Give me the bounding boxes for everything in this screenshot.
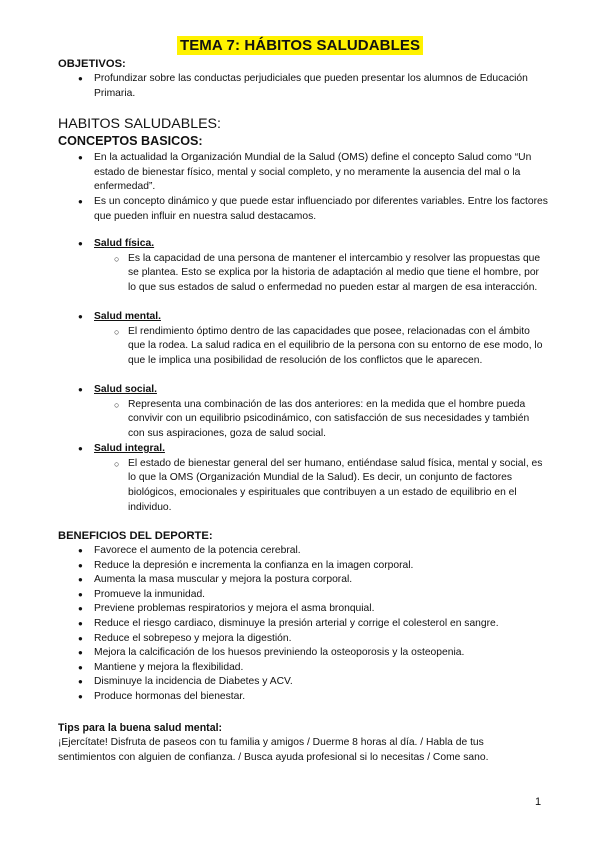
page-number: 1 bbox=[535, 796, 542, 808]
salud-integral-section bbox=[78, 442, 548, 516]
objetivos-list bbox=[78, 72, 548, 101]
list-item: ● Aumenta la masa muscular y mejora la postura corporal. bbox=[78, 573, 548, 588]
tips-heading: Tips para la buena salud mental: bbox=[58, 722, 223, 734]
list-item: ● Disminuye la incidencia de Diabetes y ACV. bbox=[78, 675, 548, 690]
salud-mental-text: ○ El rendimiento óptimo dentro de las capacidades que posee, relacionadas con el ámbito que la rodea. La salud radica en el equilibrio de la persona con su entorno de ese modo, lo que le implica una posibilidad de resolución de los conflictos que le aparecen. bbox=[114, 325, 548, 369]
list-item: ● Mantiene y mejora la flexibilidad. bbox=[78, 661, 548, 676]
salud-social-title: ● Salud social. bbox=[78, 383, 548, 398]
list-item: ● Previene problemas respiratorios y mejora el asma bronquial. bbox=[78, 602, 548, 617]
title-wrapper bbox=[0, 36, 600, 55]
salud-mental-title: ● Salud mental. bbox=[78, 310, 548, 325]
conceptos-heading: CONCEPTOS BASICOS: bbox=[58, 134, 203, 148]
beneficios-heading: BENEFICIOS DEL DEPORTE: bbox=[58, 530, 213, 542]
list-item: ● Mejora la calcificación de los huesos previniendo la osteoporosis y la osteopenia. bbox=[78, 646, 548, 661]
list-item: ● Es un concepto dinámico y que puede estar influenciado por diferentes variables. Entre los factores que pueden influir en nuestra salud destacamos. bbox=[78, 195, 548, 224]
list-item: ● Produce hormonas del bienestar. bbox=[78, 690, 548, 705]
list-item: ● Reduce la depresión e incrementa la confianza en la imagen corporal. bbox=[78, 559, 548, 574]
page-title: TEMA 7: HÁBITOS SALUDABLES bbox=[177, 36, 423, 55]
list-item: ● Reduce el sobrepeso y mejora la digestión. bbox=[78, 632, 548, 647]
list-item: ● Profundizar sobre las conductas perjudiciales que pueden presentar los alumnos de Educación Primaria. bbox=[78, 72, 548, 101]
salud-integral-text: ○ El estado de bienestar general del ser humano, entiéndase salud física, mental y social, es lo que la OMS (Organización Mundial de la Salud). Es decir, un conjunto de factores biológicos, emocionales y espirituales que contribuyen a un estado de equilibrio en el individuo. bbox=[114, 457, 548, 516]
salud-integral-title: ● Salud integral. bbox=[78, 442, 548, 457]
salud-social-section bbox=[78, 383, 548, 442]
salud-fisica-title: ● Salud física. bbox=[78, 237, 548, 252]
salud-social-text: ○ Representa una combinación de las dos anteriores: en la medida que el hombre pueda convivir con un equilibrio psicodinámico, con satisfacción de sus necesidades y también con sus aspiraciones, goza de salud social. bbox=[114, 398, 548, 442]
list-item: ● En la actualidad la Organización Mundial de la Salud (OMS) define el concepto Salud como “Un estado de bienestar físico, mental y social completo, y no meramente la ausencia del mal o la enfermedad”. bbox=[78, 151, 548, 195]
salud-fisica-section bbox=[78, 237, 548, 296]
salud-mental-section bbox=[78, 310, 548, 369]
habitos-heading: HABITOS SALUDABLES: bbox=[58, 116, 221, 132]
list-item: ● Promueve la inmunidad. bbox=[78, 588, 548, 603]
tips-text: ¡Ejercítate! Disfruta de paseos con tu familia y amigos / Duerme 8 horas al día. / Habla de tus sentimientos con alguien de confianza. / Busca ayuda profesional si lo necesitas / Come sano. bbox=[58, 737, 489, 763]
conceptos-list bbox=[78, 151, 548, 225]
objetivos-heading: OBJETIVOS: bbox=[58, 58, 126, 70]
list-item: ● Favorece el aumento de la potencia cerebral. bbox=[78, 544, 548, 559]
salud-fisica-text: ○ Es la capacidad de una persona de mantener el intercambio y resolver las propuestas que se plantea. Esto se explica por la historia de adaptación al medio que tiene el hombre, por lo que sus estados de salud o enfermedad no pueden estar al margen de esa interacción. bbox=[114, 252, 548, 296]
list-item: ● Reduce el riesgo cardiaco, disminuye la presión arterial y corrige el colesterol en sangre. bbox=[78, 617, 548, 632]
beneficios-list bbox=[78, 544, 548, 705]
